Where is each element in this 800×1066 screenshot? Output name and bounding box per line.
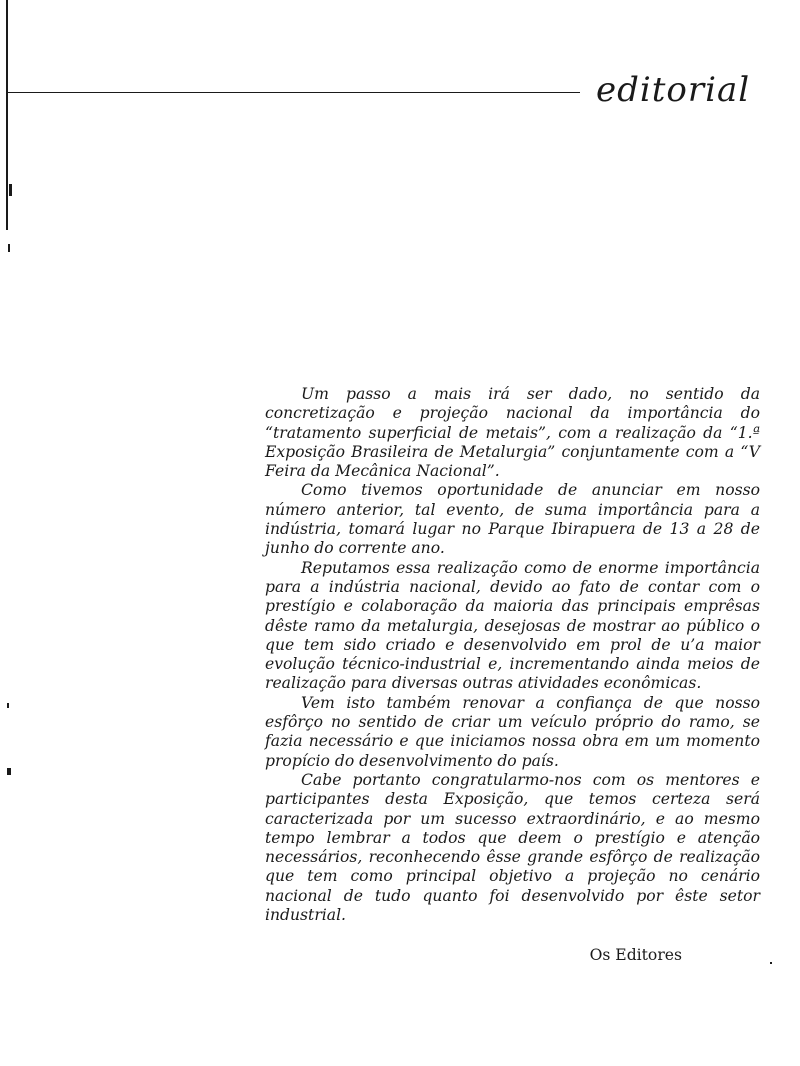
article-paragraph: Um passo a mais irá ser dado, no sentido da concretização e projeção nacional da importância do “tratamento superficial de metais”, com a realização da “1.ª Exposição Brasileira de Metalurgia” conjuntamente com a “V Feira da Mecânica Nacional”. xyxy=(265,385,760,481)
article-paragraph: Vem isto também renovar a confiança de que nosso esfôrço no sentido de criar um veículo próprio do ramo, se fazia necessário e que iniciamos nossa obra em um momento propício do desenvolvimento do país. xyxy=(265,693,760,770)
scan-mark xyxy=(7,768,11,775)
article-paragraph: Como tivemos oportunidade de anunciar em nosso número anterior, tal evento, de suma importância para a indústria, tomará lugar no Parque Ibirapuera de 13 a 28 de junho do corrente ano. xyxy=(265,481,760,558)
page-left-edge-line xyxy=(6,0,8,230)
section-title: editorial xyxy=(596,70,751,110)
signature: Os Editores xyxy=(589,946,682,964)
header-rule xyxy=(6,92,580,93)
editorial-article xyxy=(265,385,760,925)
scan-mark xyxy=(9,184,12,196)
scan-mark xyxy=(8,244,10,252)
scan-mark xyxy=(7,703,9,708)
scan-mark xyxy=(770,962,772,964)
article-paragraph: Cabe portanto congratularmo-nos com os mentores e participantes desta Exposição, que temos certeza será caracterizada por um sucesso extraordinário, e ao mesmo tempo lembrar a todos que deem o prestígio e atenção necessários, reconhecendo êsse grande esfôrço de realização que tem como principal objetivo a projeção no cenário nacional de tudo quanto foi desenvolvido por êste setor industrial. xyxy=(265,770,760,925)
article-paragraph: Reputamos essa realização como de enorme importância para a indústria nacional, devido ao fato de contar com o prestígio e colaboração da maioria das principais emprêsas dêste ramo da metalurgia, desejosas de mostrar ao público o que tem sido criado e desenvolvido em prol de u’a maior evolução técnico-industrial e, incrementando ainda meios de realização para diversas outras atividades econômicas. xyxy=(265,558,760,693)
